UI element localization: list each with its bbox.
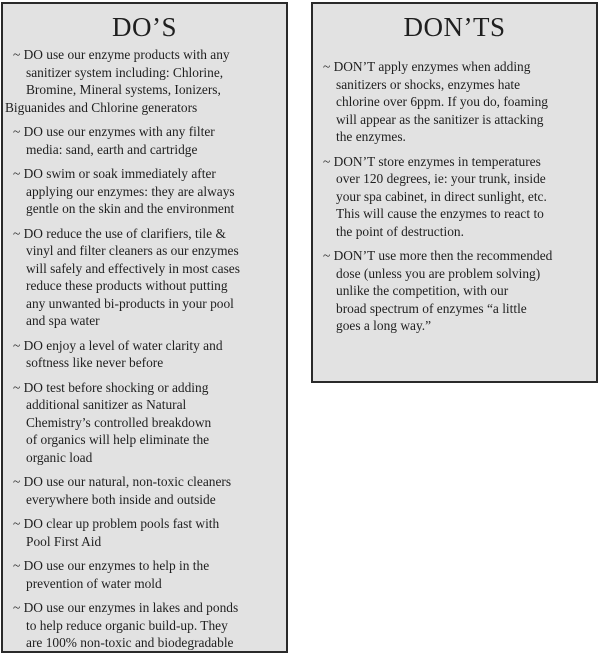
item-line: ~ DON’T use more then the recommended: [323, 248, 553, 263]
do-item: [3, 225, 286, 330]
dont-item: [313, 247, 596, 335]
dos-panel: [1, 2, 288, 653]
item-line: of organics will help eliminate the: [26, 432, 210, 447]
item-line: Biguanides and Chlorine generators: [5, 99, 198, 115]
do-item: [3, 123, 286, 158]
do-item: [3, 337, 286, 372]
item-line: will safely and effectively in most cases: [26, 260, 240, 276]
item-line: everywhere both inside and outside: [26, 491, 216, 507]
donts-panel: [311, 2, 598, 383]
item-line: ~ DO use our enzymes with any filter: [13, 124, 215, 139]
do-item: [3, 379, 286, 467]
do-item: [3, 599, 286, 652]
item-line: to help reduce organic build-up. They: [26, 617, 228, 633]
item-line: are 100% non-toxic and biodegradable: [26, 635, 234, 650]
item-line: vinyl and filter cleaners as our enzymes: [26, 243, 239, 258]
item-line: ~ DO use our enzyme products with any: [13, 47, 230, 62]
donts-list: [313, 58, 596, 335]
item-line: ~ DO enjoy a level of water clarity and: [13, 337, 223, 353]
item-line: ~ DO use our natural, non-toxic cleaners: [13, 474, 232, 489]
item-line: ~ DO test before shocking or adding: [13, 379, 209, 395]
item-line: Bromine, Mineral systems, Ionizers,: [26, 82, 221, 97]
item-line: broad spectrum of enzymes “a little: [336, 300, 527, 316]
item-line: the point of destruction.: [336, 223, 464, 239]
do-item: [3, 557, 286, 592]
item-line: your spa cabinet, in direct sunlight, etc.: [336, 188, 547, 204]
item-line: and spa water: [26, 313, 100, 328]
item-line: ~ DO swim or soak immediately after: [13, 166, 216, 181]
item-line: unlike the competition, with our: [336, 283, 509, 298]
item-line: applying our enzymes: they are always: [26, 183, 235, 199]
item-line: goes a long way.”: [336, 318, 432, 333]
item-line: dose (unless you are problem solving): [336, 265, 541, 281]
item-line: reduce these products without putting: [26, 278, 228, 293]
do-item: [3, 46, 286, 116]
do-item: [3, 165, 286, 218]
item-line: This will cause the enzymes to react to: [336, 206, 544, 221]
item-line: over 120 degrees, ie: your trunk, inside: [336, 171, 546, 186]
item-line: softness like never before: [26, 355, 164, 370]
item-line: ~ DON’T apply enzymes when adding: [323, 59, 531, 74]
dos-title: DO’S: [111, 12, 177, 42]
item-line: ~ DO use our enzymes in lakes and ponds: [13, 600, 239, 615]
item-line: prevention of water mold: [26, 575, 162, 591]
dos-list: [3, 46, 286, 652]
item-line: any unwanted bi-products in your pool: [26, 295, 234, 311]
item-line: sanitizer system including: Chlorine,: [26, 64, 224, 80]
item-line: Chemistry’s controlled breakdown: [26, 414, 212, 430]
item-line: organic load: [26, 449, 93, 465]
item-line: ~ DO clear up problem pools fast with: [13, 516, 220, 531]
item-line: Pool First Aid: [26, 533, 102, 549]
item-line: sanitizers or shocks, enzymes hate: [336, 76, 521, 92]
item-line: additional sanitizer as Natural: [26, 397, 187, 412]
dont-item: [313, 58, 596, 146]
item-line: chlorine over 6ppm. If you do, foaming: [336, 94, 548, 109]
item-line: ~ DON’T store enzymes in temperatures: [323, 153, 541, 169]
item-line: media: sand, earth and cartridge: [26, 141, 198, 157]
item-line: gentle on the skin and the environment: [26, 201, 235, 216]
dont-item: [313, 153, 596, 241]
donts-title: DON’TS: [403, 12, 506, 42]
item-line: the enzymes.: [336, 129, 406, 144]
do-item: [3, 473, 286, 508]
item-line: ~ DO reduce the use of clarifiers, tile &: [13, 225, 226, 241]
do-item: [3, 515, 286, 550]
item-line: ~ DO use our enzymes to help in the: [13, 558, 210, 573]
item-line: will appear as the sanitizer is attacking: [336, 111, 544, 127]
